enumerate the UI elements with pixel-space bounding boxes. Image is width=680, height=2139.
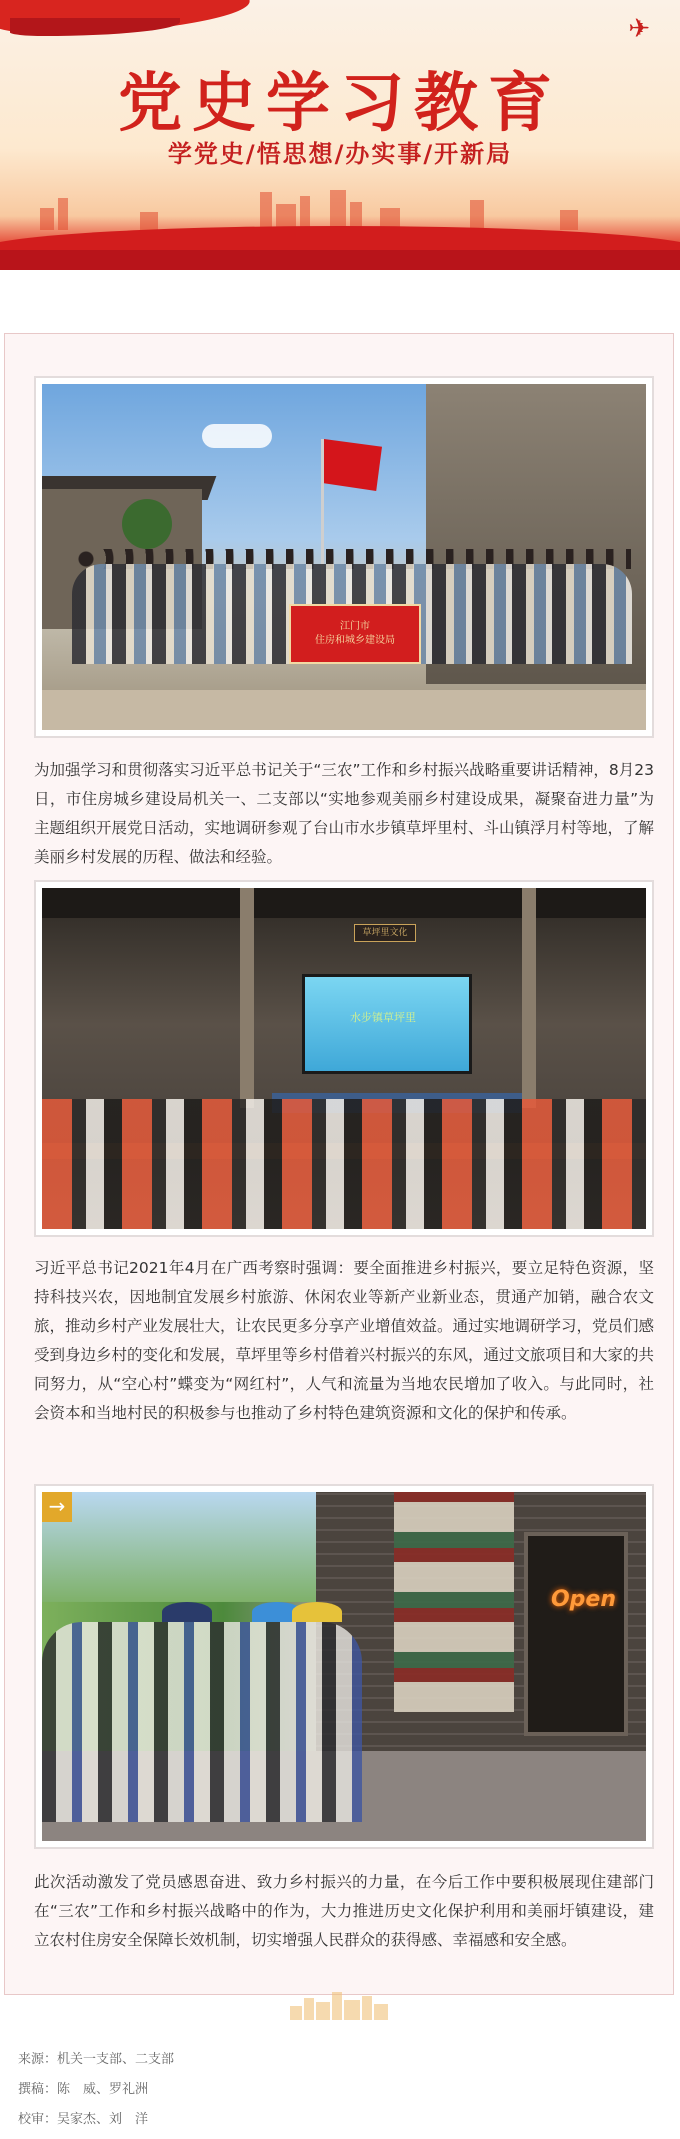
photo-frame-1 [34,376,654,738]
open-neon-sign: Open [550,1587,616,1612]
shop-signboards [394,1492,514,1712]
group-photo[interactable] [42,384,646,730]
meeting-hall-photo[interactable] [42,888,646,1229]
paragraph-3: 此次活动激发了党员感恩奋进、致力乡村振兴的力量，在今后工作中要积极展现住建部门在“三农”工作和乡村振兴战略中的作为，大力推进历史文化保护利用和美丽圩镇建设，建立农村住房安全保障长效机制，切实增强人民群众的获得感、幸福感和安全感。 [34,1873,654,1949]
swallow-icon: ✈ [628,14,650,44]
group-banner-line-1: 江门市 [340,621,370,632]
red-band-decoration [0,250,680,270]
banner-title: 党史学习教育 [118,66,562,141]
village-street-photo[interactable] [42,1492,646,1841]
party-flag-icon [324,439,382,491]
photo-frame-2 [34,880,654,1237]
city-skyline-decoration [0,190,680,230]
group-banner-line-2: 住房和城乡建设局 [315,635,395,646]
hall-sign: 草坪里文化 [354,924,416,942]
paragraph-1: 为加强学习和贯彻落实习近平总书记关于“三农”工作和乡村振兴战略重要讲话精神，8月23日，市住房城乡建设局机关一、二支部以“实地参观美丽乡村建设成果，凝聚奋进力量”为主题组织开展党日活动，实地调研参观了台山市水步镇草坪里村、斗山镇浮月村等地，了解美丽乡村发展的历程、做法和经验。 [34,761,655,866]
red-flag-fold-decoration [10,18,180,36]
paragraph-2: 习近平总书记2021年4月在广西考察时强调：要全面推进乡村振兴，要立足特色资源，坚持科技兴农，因地制宜发展乡村旅游、休闲农业等新产业新业态，贯通产加销，融合农文旅，推动乡村产业发展壮大，让农民更多分享产业增值效益。通过实地调研学习，党员们感受到身边乡村的变化和发展，草坪里等乡村借着兴村振兴的东风，通过文旅项目和大家的共同努力，从“空心村”蝶变为“网红村”，人气和流量为当地农民增加了收入。与此同时，社会资本和当地村民的积极参与也推动了乡村特色建筑资源和文化的保护和传承。 [34,1259,655,1422]
banner-subtitle: 学党史/悟思想/办实事/开新局 [167,140,513,168]
footer-source: 来源：机关一支部、二支部 [18,2052,175,2067]
header-banner [0,0,680,270]
arrow-right-icon[interactable]: → [42,1492,72,1522]
footer-skyline-decoration [290,1990,390,2020]
footer-author: 撰稿：陈 威、罗礼洲 [18,2082,149,2097]
group-banner [289,604,421,664]
projection-screen [302,974,472,1074]
screen-text: 水步镇草坪里 [350,1011,416,1024]
article-card [4,333,674,1995]
footer-proofreader: 校审：吴家杰、刘 洋 [18,2112,149,2127]
photo-frame-3 [34,1484,654,1849]
shop-window [524,1532,628,1736]
